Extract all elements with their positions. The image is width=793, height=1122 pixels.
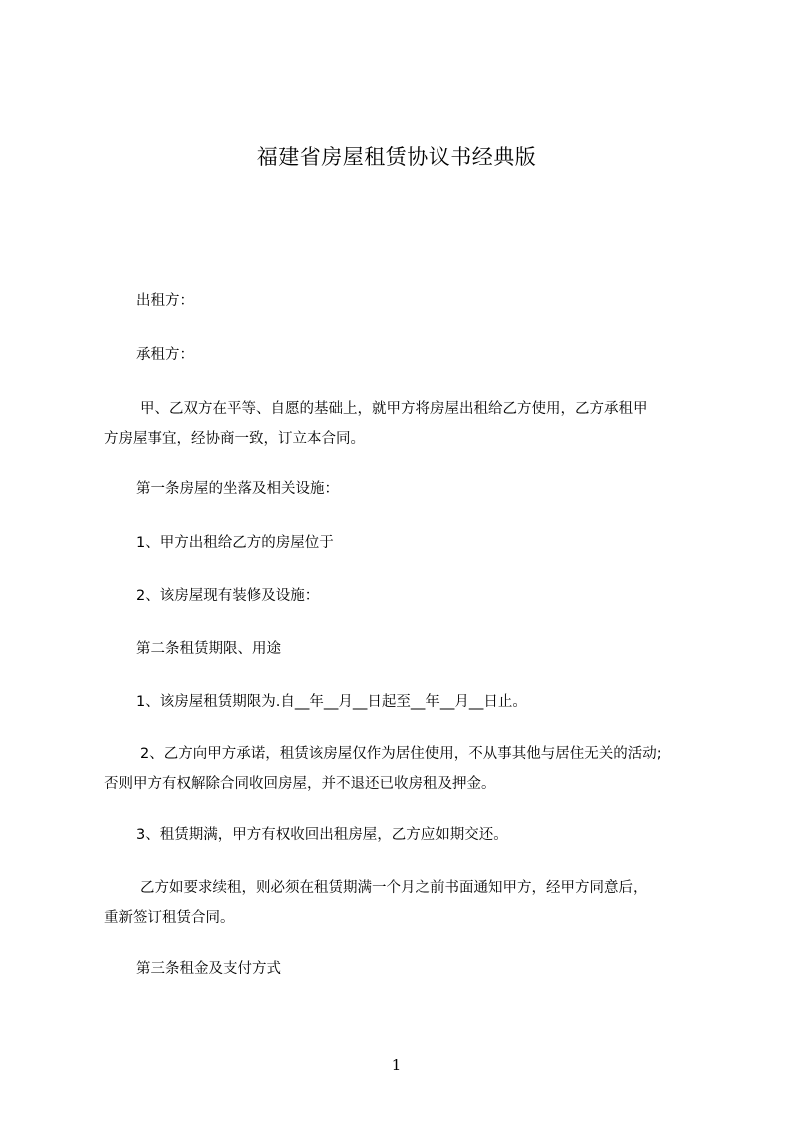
paragraph-lessee	[104, 340, 736, 370]
paragraph-line: 方房屋事宜，经协商一致，订立本合同。	[104, 431, 365, 447]
paragraph-clause	[104, 687, 736, 717]
paragraph-line: 3、租赁期满，甲方有权收回出租房屋，乙方应如期交还。	[136, 827, 508, 843]
document-title: 福建省房屋租赁协议书经典版	[256, 145, 537, 169]
paragraph-line: 2、乙方向甲方承诺，租赁该房屋仅作为居住使用，不从事其他与居住无关的活动;	[140, 746, 662, 762]
section-heading-article-1	[104, 474, 736, 504]
paragraph-line: 第二条租赁期限、用途	[136, 641, 281, 657]
section-heading-article-2	[104, 634, 736, 664]
paragraph-line: 1、该房屋租赁期限为.自__年__月__日起至__年__月__日止。	[136, 694, 527, 710]
paragraph-clause	[104, 739, 704, 799]
paragraph-line: 2、该房屋现有装修及设施：	[136, 588, 320, 604]
section-heading-article-3	[104, 954, 736, 984]
paragraph-line: 第三条租金及支付方式	[136, 961, 281, 977]
paragraph-line: 第一条房屋的坐落及相关设施：	[136, 481, 339, 497]
paragraph-lessor	[104, 286, 736, 316]
paragraph-clause	[104, 581, 736, 611]
page-number: 1	[391, 1056, 402, 1074]
paragraph-preamble	[104, 394, 704, 454]
paragraph-line: 重新签订租赁合同。	[104, 910, 235, 926]
paragraph-line: 1、甲方出租给乙方的房屋位于	[136, 535, 334, 551]
paragraph-line: 承租方：	[136, 347, 194, 363]
paragraph-clause	[104, 873, 704, 933]
paragraph-line: 甲、乙双方在平等、自愿的基础上，就甲方将房屋出租给乙方使用，乙方承租甲	[140, 401, 648, 417]
paragraph-clause	[104, 528, 736, 558]
paragraph-line: 否则甲方有权解除合同收回房屋，并不退还已收房租及押金。	[104, 776, 496, 792]
paragraph-line: 乙方如要求续租，则必须在租赁期满一个月之前书面通知甲方，经甲方同意后，	[140, 880, 648, 896]
paragraph-line: 出租方：	[136, 293, 194, 309]
paragraph-clause	[104, 820, 736, 850]
